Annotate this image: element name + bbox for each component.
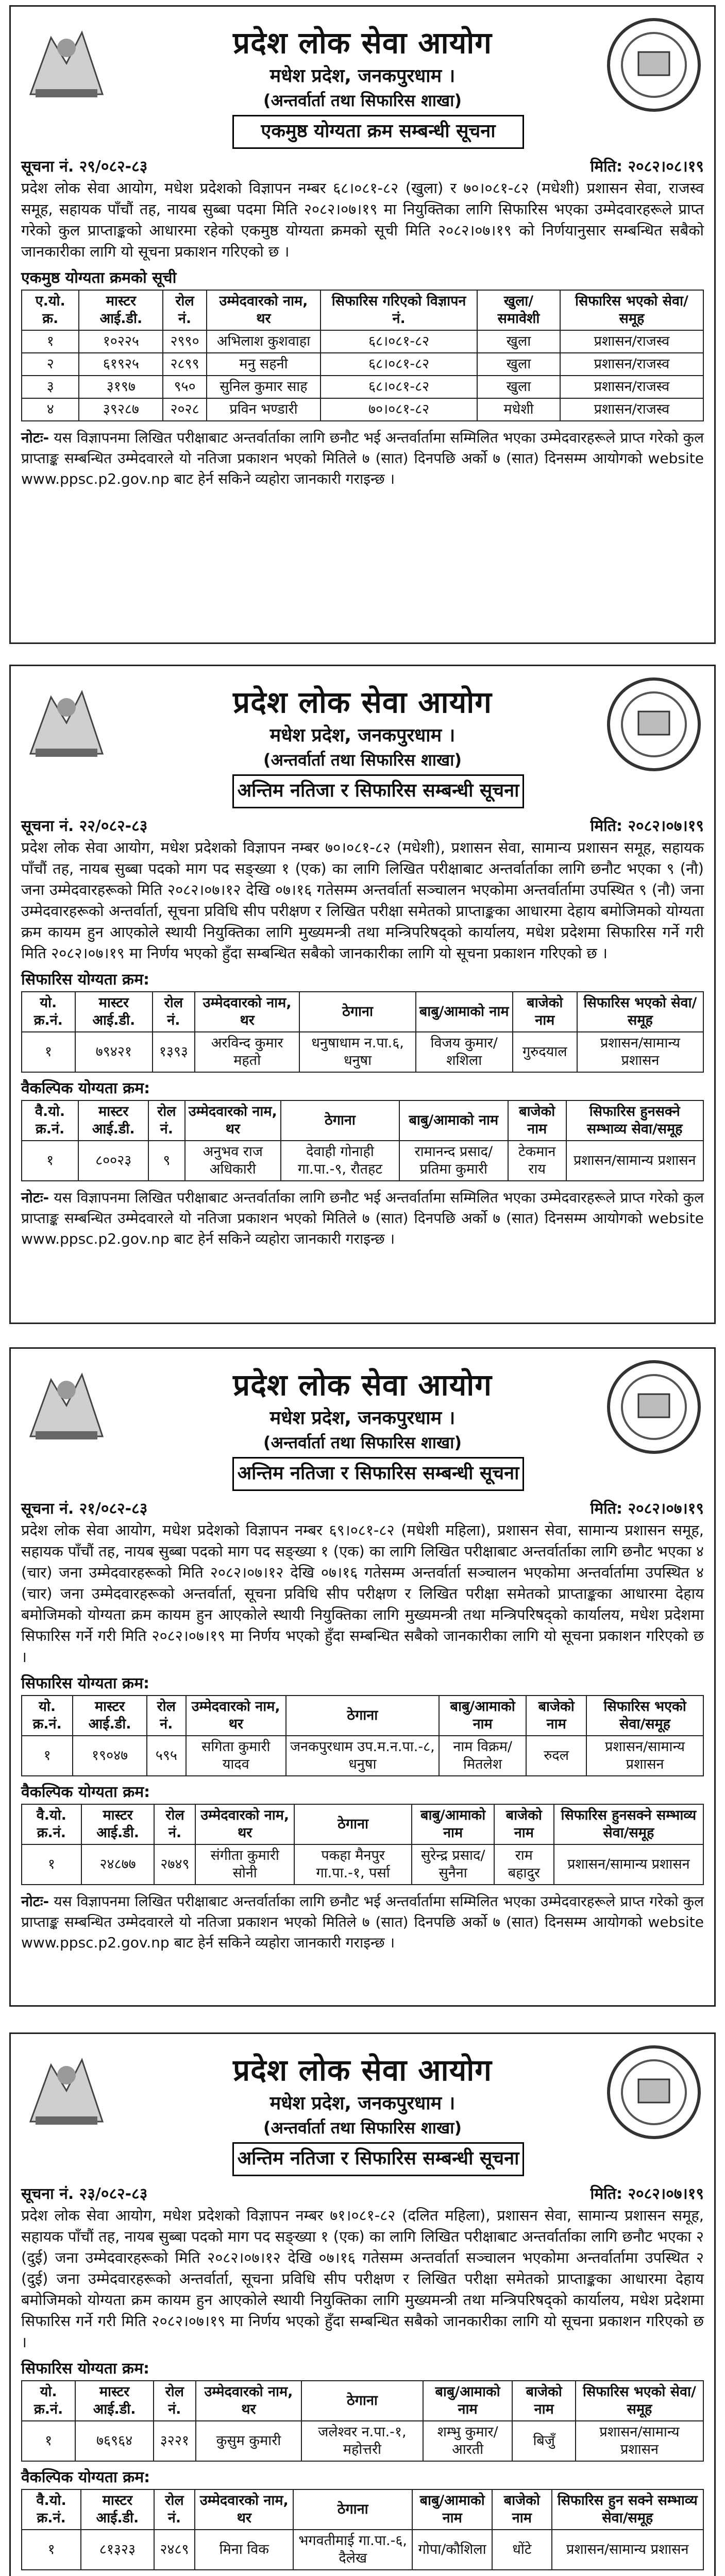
recommendation-table [21,1695,704,1776]
notice-banner: अन्तिम नतिजा र सिफारिस सम्बन्धी सूचना [232,774,524,808]
table-cell: ७०।०८१-८२ [321,398,477,421]
notice-header [11,2034,714,2169]
table-row [22,1032,703,1072]
table-row [22,2530,703,2570]
col-address: ठेगाना [281,1100,399,1141]
table-cell: ५९५ [147,1736,186,1776]
table-cell: पकहा मैनपुर गा.पा.-१, पर्सा [294,1844,412,1885]
table-cell: २९९० [163,330,207,353]
col-name: उम्मेदवारको नाम, थर [185,1100,281,1141]
col-roll: रोल नं. [148,1100,184,1141]
table-cell: मिना विक [195,2530,293,2570]
col-name: उम्मेदवारको नाम, थर [196,2381,301,2421]
col-address: ठेगाना [299,992,415,1032]
notice-meta [11,151,714,178]
section-title: एकमुष्ठ योग्यता क्रमको सूची [21,269,177,287]
notice-2 [9,665,716,1324]
seal-icon [605,2043,703,2141]
table-cell: रामानन्द प्रसाद/प्रतिमा कुमारी [399,1141,508,1181]
col-grandfather: बाजेको नाम [526,1696,586,1736]
org-subtitle: मधेश प्रदेश, जनकपुरधाम । [269,1408,456,1429]
branch-name: (अन्तर्वार्ता तथा सिफारिस शाखा) [263,750,462,770]
col-grandfather: बाजेको नाम [513,992,577,1032]
alternate-table [21,1100,704,1181]
table-cell: धोंटे [492,2530,551,2570]
table-cell: सुनिल कुमार साह [207,376,321,398]
col-roll: रोल नं. [163,290,207,330]
table-cell: ६८।०८१-८२ [321,376,477,398]
table-cell: १ [22,1844,81,1885]
notice-meta [11,1493,714,1520]
table-row [22,1736,703,1776]
table-cell: ९ [148,1141,184,1181]
table-cell: प्रशासन/राजस्व [560,376,703,398]
note-text: यस विज्ञापनमा लिखित परीक्षाबाट अन्तर्वार्ताका लागि छनौट भई अन्तर्वार्तामा सम्मिलित भएका उम्मेदवारहरूले प्राप्त गरेको कुल प्राप्ताङ्क सम्बन्धित उम्मेदवारले यो नतिजा प्रकाशन भएको मितिले ७ (सात) दिनपछि अर्को ७ (सात) दिनसम्म आयोगको website www.ppsc.p2.gov.np बाट हेर्न सकिने व्यहोरा जानकारी गराइन्छ । [21,429,704,487]
table-cell: बिजुँ [512,2421,576,2461]
org-subtitle: मधेश प्रदेश, जनकपुरधाम । [269,65,456,87]
table-cell: गुरुदयाल [513,1032,577,1072]
col-grandfather: बाजेको नाम [492,2489,551,2530]
table-cell: प्रशासन/राजस्व [560,353,703,376]
col-serial: वै.यो. क्र.नं. [22,1100,78,1141]
col-serial: वै.यो. क्र.नं. [22,1804,81,1844]
org-title: प्रदेश लोक सेवा आयोग [233,1367,492,1402]
table-cell: भगवतीमाई गा.पा.-६, दैलेख [293,2530,412,2570]
table-cell: विजय कुमार/शशिला [416,1032,513,1072]
table-cell: १ [22,330,79,353]
col-service: सिफारिस भएको सेवा/समूह [560,290,703,330]
col-service: सिफारिस हुन सक्ने सम्भाव्य सेवा/समूह [552,2489,703,2530]
table-cell: २४८७७ [81,1844,155,1885]
col-name: उम्मेदवारको नाम, थर [195,2489,293,2530]
col-service: सिफारिस हुनसक्ने सम्भाव्य सेवा/समूह [566,1100,704,1141]
alt-section-title: वैकल्पिक योग्यता क्रम: [21,1783,150,1801]
table-cell: ६१९२५ [79,353,163,376]
col-roll: रोल नं. [154,2381,196,2421]
table-cell: संगीता कुमारी सोनी [195,1844,294,1885]
table-cell: प्रविन भण्डारी [207,398,321,421]
col-serial: ए.यो. क्र. [22,290,79,330]
table-cell: १९०४७ [73,1736,146,1776]
notice-1 [9,5,716,644]
table-cell: ७९४२१ [75,1032,153,1072]
recommendation-table [21,991,704,1073]
table-cell: राम बहादुर [494,1844,554,1885]
notice-banner: अन्तिम नतिजा र सिफारिस सम्बन्धी सूचना [232,2142,524,2176]
table-cell: २७४९ [154,1844,195,1885]
notice-meta [11,2178,714,2205]
col-service: सिफारिस हुनसक्ने सम्भाव्य सेवा/समूह [554,1804,703,1844]
notice-note [21,1188,704,1249]
col-serial: यो. क्र.नं. [22,2381,75,2421]
alternate-table [21,2489,704,2570]
table-cell: खुला [477,353,560,376]
table-row [22,330,703,353]
col-roll: रोल नं. [154,2489,195,2530]
table-cell: धनुषाधाम न.पा.६, धनुषा [299,1032,415,1072]
table-cell: रुदल [526,1736,586,1776]
table-cell: प्रशासन/सामान्य प्रशासन [586,1736,703,1776]
table-cell: मनु सहनी [207,353,321,376]
col-parents: बाबु/आमाको नाम [439,1696,526,1736]
col-serial: यो. क्र.नं. [22,992,75,1032]
notice-banner: एकमुष्ठ योग्यता क्रम सम्बन्धी सूचना [232,115,524,149]
col-roll: रोल नं. [147,1696,186,1736]
branch-name: (अन्तर्वार्ता तथा सिफारिस शाखा) [263,1433,462,1452]
col-parents: बाबु/आमाको नाम [416,992,513,1032]
table-cell: ८००२३ [78,1141,148,1181]
table-cell: ९५० [163,376,207,398]
notice-body: प्रदेश लोक सेवा आयोग, मधेश प्रदेशको विज्ञापन नम्बर ६९।०८१-८२ (मधेशी महिला), प्रशासन सेवा, सामान्य प्रशासन समूह, सहायक पाँचौं तह, नायब सुब्बा पदको माग पद सङ्ख्या १ (एक) का लागि लिखित परीक्षाबाट अन्तर्वार्ताका लागि छनौट भएका ४ (चार) जना उम्मेदवारहरूको मिति २०८२।०७।१२ देखि ०७।१६ गतेसम्म अन्तर्वार्ता सञ्चालन भएकोमा अन्तर्वार्तामा उपस्थित ४ (चार) जना उम्मेदवारहरूको अन्तर्वार्ता, सूचना प्रविधि सीप परीक्षण र लिखित परीक्षा समेतको प्राप्ताङ्कका आधारमा देहाय बमोजिमको योग्यता क्रम कायम हुन आएकोले स्थायी नियुक्तिका लागि मुख्यमन्त्री तथा मन्त्रिपरिषद्‌को कार्यालय, मधेश प्रदेशमा सिफारिस गर्ने गरी मिति २०८२।०७।१९ मा निर्णय भएको हुँदा सम्बन्धित सबैको जानकारीका लागि यो सूचना प्रकाशन गरिएको छ । [21,1521,704,1666]
col-service: सिफारिस भएको सेवा/समूह [586,1696,703,1736]
notice-date: मिति: २०८२।०७।१९ [590,817,704,835]
col-name: उम्मेदवारको नाम, थर [207,290,321,330]
col-parents: बाबु/आमाको नाम [412,2489,492,2530]
col-grandfather: बाजेको नाम [494,1804,554,1844]
table-row [22,376,703,398]
alt-section-title: वैकल्पिक योग्यता क्रम: [21,2468,150,2486]
col-category: खुला/ समावेशी [477,290,560,330]
col-address: ठेगाना [286,1696,439,1736]
table-cell: प्रशासन/राजस्व [560,330,703,353]
alt-section-title: वैकल्पिक योग्यता क्रम: [21,1079,150,1097]
col-serial: वै.यो. क्र.नं. [22,2489,81,2530]
notice-note [21,428,704,489]
table-cell: ४ [22,398,79,421]
table-row [22,1141,703,1181]
alternate-table [21,1804,704,1885]
col-parents: बाबु/आमाको नाम [412,1804,494,1844]
org-title: प्रदेश लोक सेवा आयोग [233,685,492,720]
col-name: उम्मेदवारको नाम, थर [186,1696,286,1736]
table-row [22,2421,703,2461]
table-cell: ८१३२३ [81,2530,154,2570]
note-text: यस विज्ञापनमा लिखित परीक्षाबाट अन्तर्वार्ताका लागि छनौट भई अन्तर्वार्तामा सम्मिलित भएका उम्मेदवारहरूले प्राप्त गरेको कुल प्राप्ताङ्क सम्बन्धित उम्मेदवारले यो नतिजा प्रकाशन भएको मितिले ७ (सात) दिनपछि अर्को ७ (सात) दिनसम्म आयोगको website www.ppsc.p2.gov.np बाट हेर्न सकिने व्यहोरा जानकारी गराइन्छ । [21,1189,704,1247]
col-roll: रोल नं. [154,1804,195,1844]
col-serial: यो. क्र.नं. [22,1696,73,1736]
seal-icon [605,1358,703,1456]
table-cell: प्रशासन/सामान्य प्रशासन [576,2421,703,2461]
table-cell: १ [22,2421,75,2461]
col-advertisement: सिफारिस गरिएको विज्ञापन नं. [321,290,477,330]
col-master-id: मास्टर आई.डी. [79,290,163,330]
notice-4 [9,2032,716,2576]
col-parents: बाबु/आमाको नाम [423,2381,513,2421]
table-cell: २८९९ [163,353,207,376]
section-title: सिफारिस योग्यता क्रम: [21,1674,150,1692]
col-name: उम्मेदवारको नाम, थर [195,992,300,1032]
col-service: सिफारिस भएको सेवा/समूह [576,2381,703,2421]
note-label: नोटः- [21,429,49,446]
notice-date: मिति: २०८२।०७।१९ [590,2185,704,2203]
table-cell: प्रशासन/सामान्य प्रशासन [566,1141,704,1181]
col-roll: रोल नं. [153,992,195,1032]
notice-number: सूचना नं. २१/०८२-८३ [21,1500,148,1518]
merit-list-table [21,290,704,421]
table-cell: ६८।०८१-८२ [321,353,477,376]
table-cell: ३२२१ [154,2421,196,2461]
table-cell: ३९२८७ [79,398,163,421]
col-address: ठेगाना [301,2381,423,2421]
table-row [22,1844,703,1885]
col-master-id: मास्टर आई.डी. [73,1696,146,1736]
col-master-id: मास्टर आई.डी. [75,2381,153,2421]
col-master-id: मास्टर आई.डी. [81,1804,155,1844]
notice-note [21,1891,704,1953]
table-cell: १ [22,1141,78,1181]
notice-number: सूचना नं. २३/०८२-८३ [21,2185,148,2203]
note-label: नोटः- [21,1893,49,1910]
table-cell: देवाही गोनाही गा.पा.-९, रौतहट [281,1141,399,1181]
table-cell: ६८।०८१-८२ [321,330,477,353]
table-cell: टेकमान राय [508,1141,566,1181]
table-cell: अरविन्द कुमार महतो [195,1032,300,1072]
col-parents: बाबु/आमाको नाम [399,1100,508,1141]
table-cell: ३१९७ [79,376,163,398]
table-cell: ७६९६४ [75,2421,153,2461]
col-master-id: मास्टर आई.डी. [81,2489,154,2530]
notice-date: मिति: २०८२।०८।१९ [590,158,704,176]
table-cell: प्रशासन/सामान्य प्रशासन [554,1844,703,1885]
table-cell: सुरेन्द्र प्रसाद/सुनैना [412,1844,494,1885]
table-row [22,353,703,376]
col-master-id: मास्टर आई.डी. [78,1100,148,1141]
col-master-id: मास्टर आई.डी. [75,992,153,1032]
col-service: सिफारिस भएको सेवा/समूह [577,992,703,1032]
col-address: ठेगाना [293,2489,412,2530]
col-address: ठेगाना [294,1804,412,1844]
table-cell: २ [22,353,79,376]
section-title: सिफारिस योग्यता क्रम: [21,2360,150,2378]
col-grandfather: बाजेको नाम [512,2381,576,2421]
org-title: प्रदेश लोक सेवा आयोग [233,2053,492,2088]
table-cell: १०२२५ [79,330,163,353]
table-cell: जनकपुरधाम उप.म.न.पा.-८, धनुषा [286,1736,439,1776]
table-cell: अनुभव राज अधिकारी [185,1141,281,1181]
table-cell: गोपा/कौशिला [412,2530,492,2570]
table-cell: २०२८ [163,398,207,421]
table-cell: २४८९ [154,2530,195,2570]
seal-icon [605,675,703,773]
table-cell: १३९३ [153,1032,195,1072]
branch-name: (अन्तर्वार्ता तथा सिफारिस शाखा) [263,2118,462,2138]
notice-header [11,1349,714,1484]
table-cell: नाम विक्रम/मितलेश [439,1736,526,1776]
table-cell: ३ [22,376,79,398]
notice-banner: अन्तिम नतिजा र सिफारिस सम्बन्धी सूचना [232,1457,524,1491]
notice-date: मिति: २०८२।०७।१९ [590,1500,704,1518]
section-title: सिफारिस योग्यता क्रम: [21,971,150,989]
seal-icon [605,16,703,114]
table-cell: प्रशासन/सामान्य प्रशासन [577,1032,703,1072]
org-title: प्रदेश लोक सेवा आयोग [233,25,492,60]
table-row [22,398,703,421]
col-grandfather: बाजेको नाम [508,1100,566,1141]
table-cell: शम्भु कुमार/आरती [423,2421,513,2461]
table-cell: मधेशी [477,398,560,421]
notice-meta [11,810,714,837]
table-cell: जलेश्वर न.पा.-१, महोत्तरी [301,2421,423,2461]
table-cell: अभिलाश कुशवाहा [207,330,321,353]
notice-body: प्रदेश लोक सेवा आयोग, मधेश प्रदेशको विज्ञापन नम्बर ७१।०८१-८२ (दलित महिला), प्रशासन सेवा, सामान्य प्रशासन समूह, सहायक पाँचौं तह, नायब सुब्बा पदको माग पद सङ्ख्या १ (एक) का लागि लिखित परीक्षाबाट अन्तर्वार्ताका लागि छनौट भएका २ (दुई) जना उम्मेदवारहरूको मिति २०८२।०७।१२ देखि ०७।१६ गतेसम्म अन्तर्वार्ता सञ्चालन भएकोमा अन्तर्वार्तामा उपस्थित २ (दुई) जना उम्मेदवारहरूको अन्तर्वार्ता, सूचना प्रविधि सीप परीक्षण र लिखित परीक्षा समेतको प्राप्ताङ्कका आधारमा देहाय बमोजिमको योग्यता क्रम कायम हुन आएकोले स्थायी नियुक्तिका लागि मुख्यमन्त्री तथा मन्त्रिपरिषद्‌को कार्यालय, मधेश प्रदेशमा सिफारिस गर्ने गरी मिति २०८२।०७।१९ मा निर्णय भएको हुँदा सम्बन्धित सबैको जानकारीका लागि यो सूचना प्रकाशन गरिएको छ । [21,2207,704,2351]
notice-number: सूचना नं. २२/०८२-८३ [21,817,148,835]
notice-header [11,666,714,801]
table-cell: १ [22,1736,73,1776]
notice-3 [9,1347,716,2007]
org-subtitle: मधेश प्रदेश, जनकपुरधाम । [269,725,456,746]
table-cell: प्रशासन/सामान्य प्रशासन [552,2530,703,2570]
org-subtitle: मधेश प्रदेश, जनकपुरधाम । [269,2093,456,2114]
note-label: नोटः- [21,1189,49,1206]
table-cell: खुला [477,330,560,353]
notice-body: प्रदेश लोक सेवा आयोग, मधेश प्रदेशको विज्ञापन नम्बर ६८।०८१-८२ (खुला) र ७०।०८१-८२ (मधेशी) प्रशासन सेवा, राजस्व समूह, सहायक पाँचौं तह, नायब सुब्बा पदमा मिति २०८२।०७।१९ मा नियुक्तिका लागि सिफारिस भएका उम्मेदवारहरूले प्राप्त गरेको कुल प्राप्ताङ्कको आधारमा रहेको एकमुष्ठ योग्यता क्रमको सूची मिति २०८२।०७।१९ को निर्णयानुसार सम्बन्धित सबैको जानकारीका लागि यो सूचना प्रकाशन गरिएको छ । [21,179,704,260]
table-cell: खुला [477,376,560,398]
notice-number: सूचना नं. २९/०८२-८३ [21,158,148,176]
table-cell: सगिता कुमारी यादव [186,1736,286,1776]
notice-header [11,7,714,142]
table-cell: १ [22,1032,75,1072]
table-cell: प्रशासन/राजस्व [560,398,703,421]
col-name: उम्मेदवारको नाम, थर [195,1804,294,1844]
notice-body: प्रदेश लोक सेवा आयोग, मधेश प्रदेशको विज्ञापन नम्बर ७०।०८१-८२ (मधेशी), प्रशासन सेवा, सामान्य प्रशासन समूह, सहायक पाँचौं तह, नायब सुब्बा पदको माग पद सङ्ख्या १ (एक) का लागि लिखित परीक्षाबाट अन्तर्वार्ताका लागि छनौट भएका ९ (नौ) जना उम्मेदवारहरूको मिति २०८२।०७।१२ देखि ०७।१६ गतेसम्म अन्तर्वार्ता सञ्चालन भएकोमा अन्तर्वार्तामा उपस्थित ९ (नौ) जना उम्मेदवारहरूको अन्तर्वार्ता, सूचना प्रविधि सीप परीक्षण र लिखित परीक्षा समेतको प्राप्ताङ्कका आधारमा देहाय बमोजिमको योग्यता क्रम कायम हुन आएकोले स्थायी नियुक्तिका लागि मुख्यमन्त्री तथा मन्त्रिपरिषद्‌को कार्यालय, मधेश प्रदेशमा सिफारिस गर्ने गरी मिति २०८२।०७।१९ मा निर्णय भएको हुँदा सम्बन्धित सबैको जानकारीका लागि यो सूचना प्रकाशन गरिएको छ । [21,839,704,962]
table-cell: १ [22,2530,81,2570]
branch-name: (अन्तर्वार्ता तथा सिफारिस शाखा) [263,91,462,110]
recommendation-table [21,2380,704,2462]
table-cell: कुसुम कुमारी [196,2421,301,2461]
note-text: यस विज्ञापनमा लिखित परीक्षाबाट अन्तर्वार्ताका लागि छनौट भई अन्तर्वार्तामा सम्मिलित भएका उम्मेदवारहरूले प्राप्त गरेको कुल प्राप्ताङ्क सम्बन्धित उम्मेदवारले यो नतिजा प्रकाशन भएको मितिले ७ (सात) दिनपछि अर्को ७ (सात) दिनसम्म आयोगको website www.ppsc.p2.gov.np बाट हेर्न सकिने व्यहोरा जानकारी गराइन्छ । [21,1893,704,1951]
